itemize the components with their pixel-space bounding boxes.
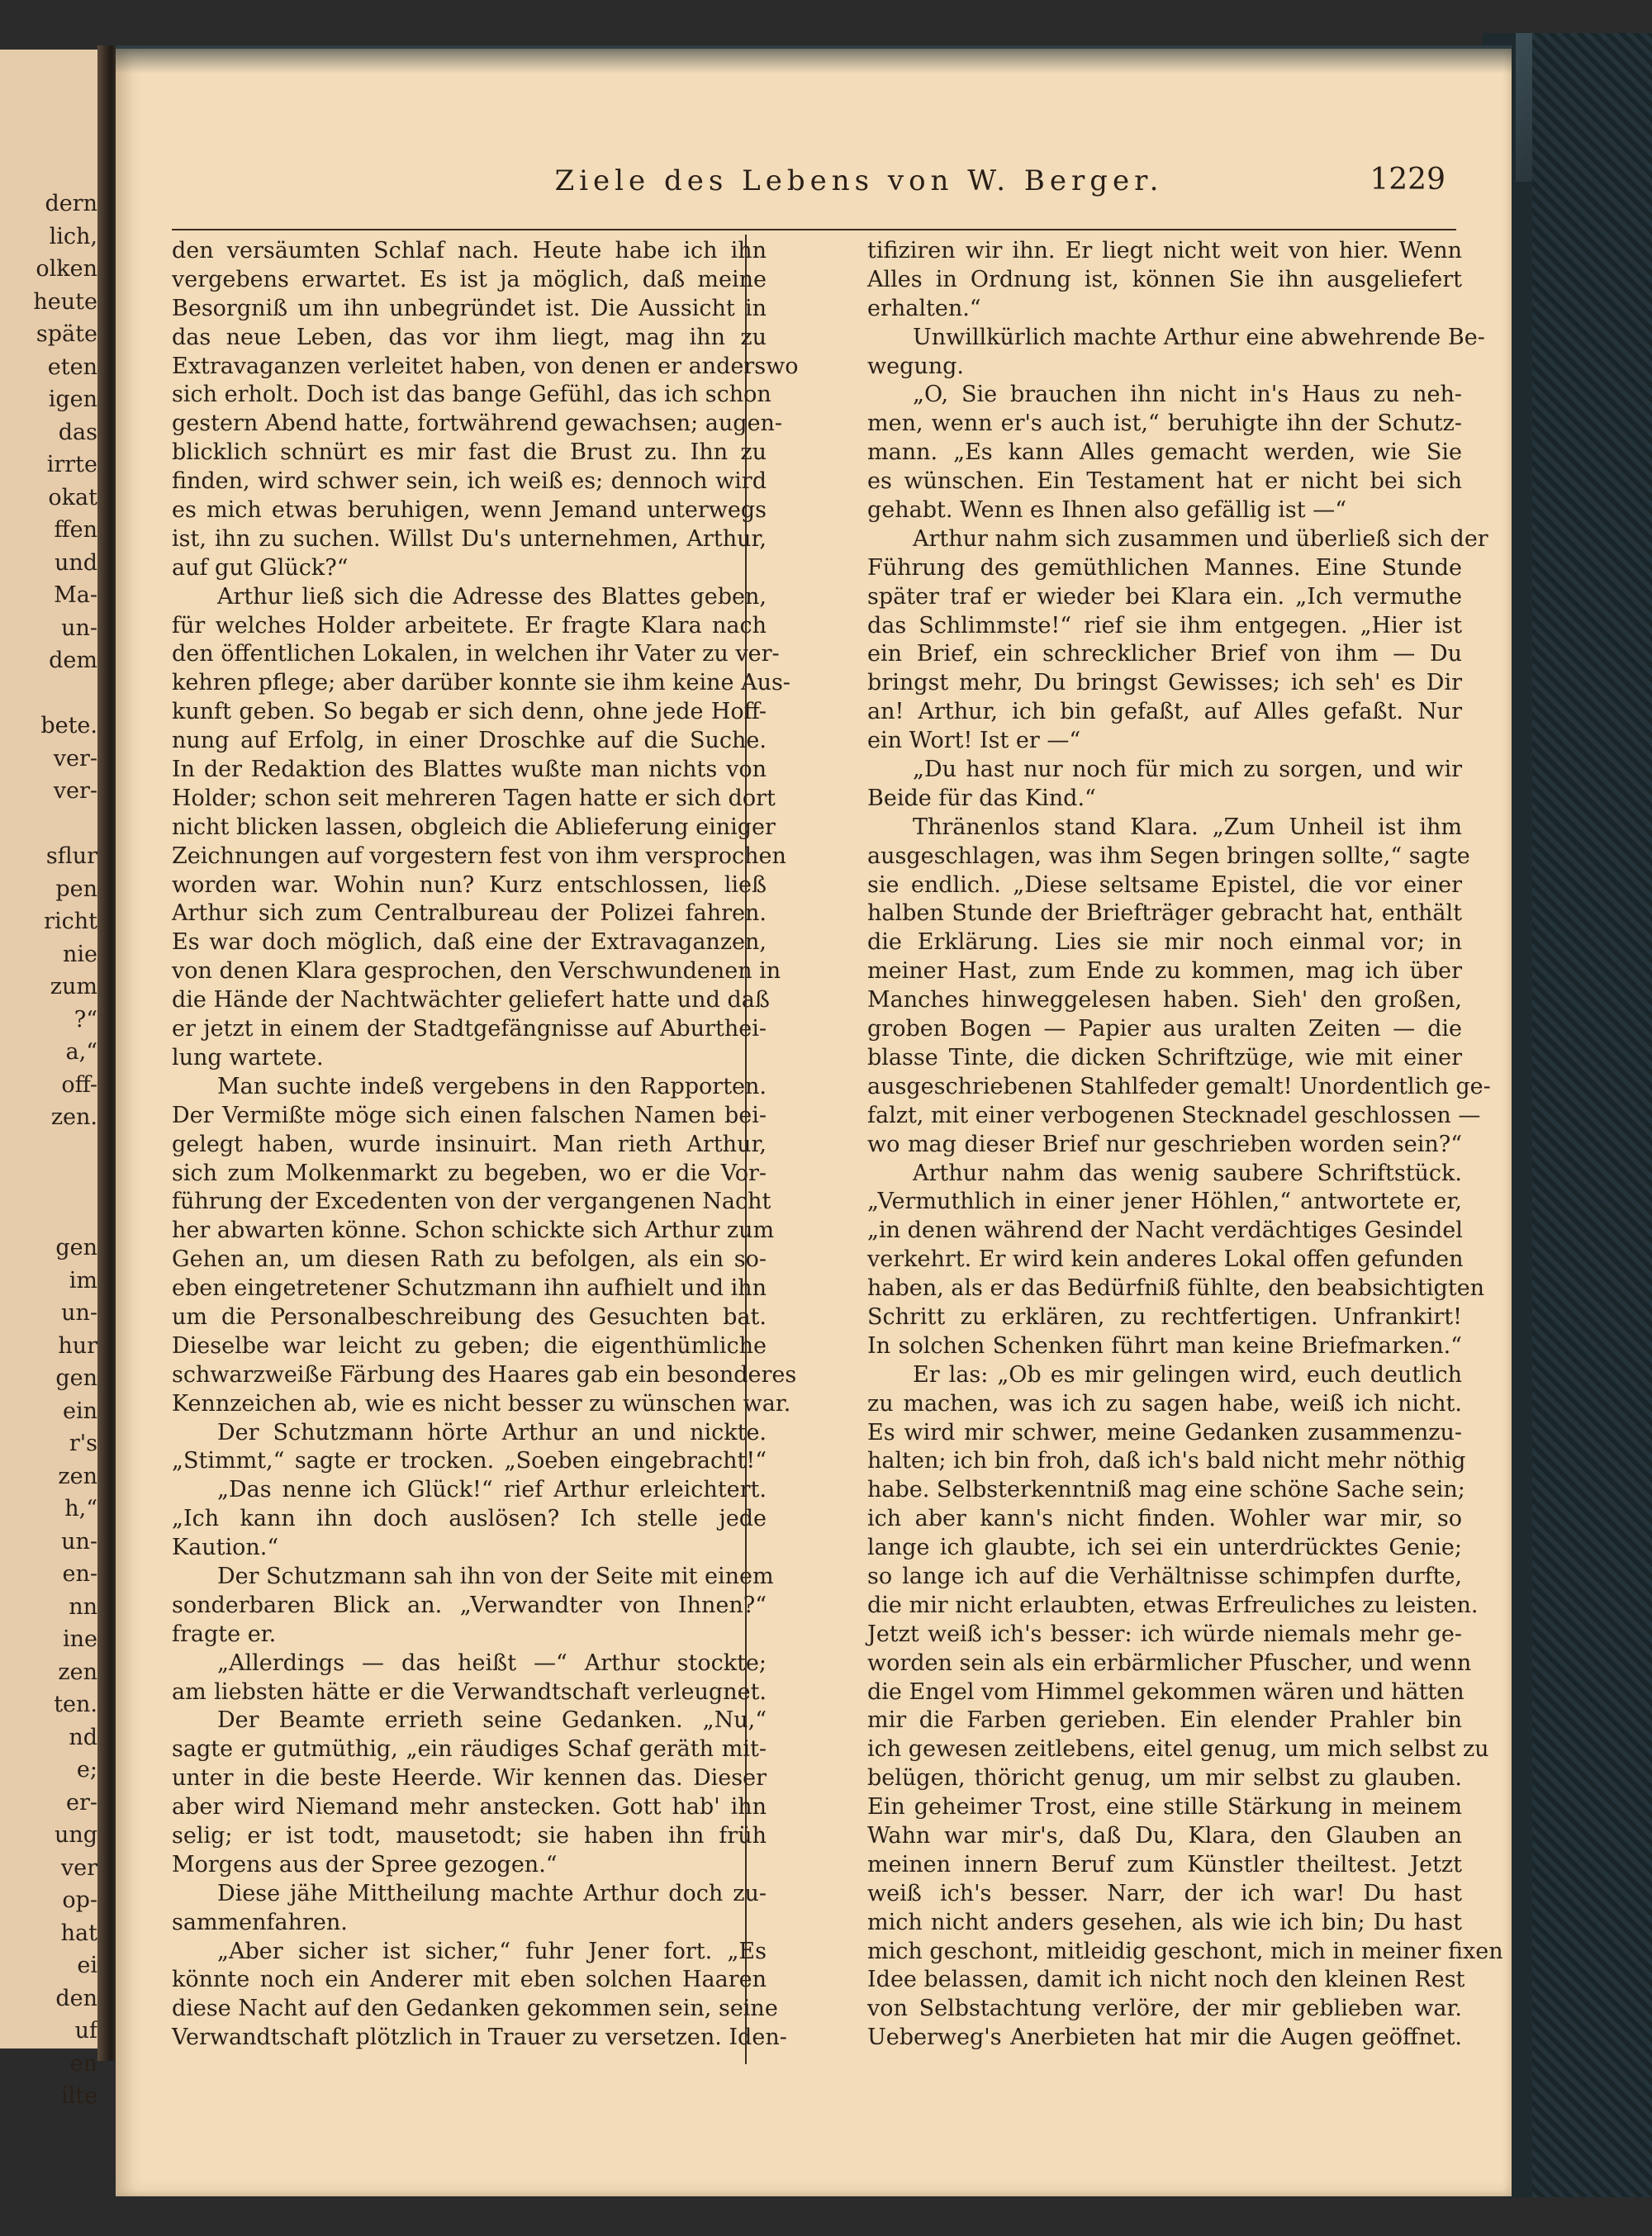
text-line: blicklich schnürt es mir fast die Brust zu. Ihn zu: [172, 439, 767, 466]
left-page-fragment: ung: [54, 1822, 97, 1848]
text-line: falzt, mit einer verbogenen Stecknadel geschlossen —: [867, 1102, 1481, 1128]
text-line: Zeichnungen auf vorgestern fest von ihm versprochen: [172, 843, 786, 869]
left-page-fragment: den: [55, 1985, 97, 2011]
text-line: aber wird Niemand mehr anstecken. Gott hab' ihn: [172, 1794, 767, 1821]
text-line: unter in die beste Heerde. Wir kennen das. Dieser: [172, 1765, 767, 1792]
text-line: Kaution.“: [172, 1535, 279, 1561]
text-line: gestern Abend hatte, fortwährend gewachsen; augen-: [172, 411, 783, 437]
text-line: von denen Klara gesprochen, den Verschwundenen in: [172, 958, 781, 985]
header-rule: [172, 229, 1456, 230]
left-page-fragment: das: [58, 419, 97, 445]
text-line: die Engel vom Himmel gekommen wären und hätten: [867, 1678, 1464, 1705]
left-page-fragment: un-: [61, 615, 97, 641]
text-line: sich erholt. Doch ist das bange Gefühl, das ich schon: [172, 382, 771, 408]
text-line: Verwandtschaft plötzlich in Trauer zu versetzen. Iden-: [172, 2025, 787, 2051]
text-line: den versäumten Schlaf nach. Heute habe ich ihn: [172, 238, 767, 263]
text-line: an! Arthur, ich bin gefaßt, auf Alles gefaßt. Nur: [867, 699, 1462, 725]
text-line: In der Redaktion des Blattes wußte man nichts von: [172, 757, 767, 783]
left-page-fragment: op-: [62, 1887, 97, 1913]
left-page-fragment: ei: [77, 1953, 97, 1978]
text-line: habe. Selbsterkenntniß mag eine schöne Sache sein;: [867, 1477, 1465, 1503]
text-line: kehren pflege; aber darüber konnte sie ihm keine Aus-: [172, 670, 790, 696]
text-line: Jetzt weiß ich's besser: ich würde niemals mehr ge-: [867, 1621, 1462, 1647]
text-line: Kennzeichen ab, wie es nicht besser zu wünschen war.: [172, 1390, 791, 1417]
left-page-fragment: bete.: [40, 713, 97, 738]
text-line: ausgeschriebenen Stahlfeder gemalt! Unordentlich ge-: [867, 1073, 1491, 1099]
text-line: führung der Excedenten von der vergangenen Nacht: [172, 1189, 771, 1215]
left-page-fragment: er-: [65, 1789, 97, 1816]
text-line: groben Bogen — Papier aus uralten Zeiten — die: [867, 1016, 1462, 1042]
text-line: Idee belassen, damit ich nicht noch den kleinen Rest: [867, 1967, 1465, 1993]
text-line: nicht blicken lassen, obgleich die Ablieferung einiger: [172, 814, 776, 840]
left-page-fragment: Ma-: [54, 582, 97, 608]
text-line: sie endlich. „Diese seltsame Epistel, die vor einer: [867, 871, 1462, 898]
text-line: bringst mehr, Du bringst Gewisses; ich seh' es Dir: [867, 670, 1462, 696]
text-line: „Ich kann ihn doch auslösen? Ich stelle jede: [172, 1506, 767, 1532]
left-page-fragment: dem: [49, 648, 97, 673]
text-line: könnte noch ein Anderer mit eben solchen Haaren: [172, 1967, 767, 1993]
text-line: meinen innern Beruf zum Künstler theiltest. Jetzt: [867, 1851, 1462, 1878]
left-page-fragment: olken: [36, 256, 97, 282]
text-line: Er las: „Ob es mir gelingen wird, euch deutlich: [913, 1361, 1462, 1388]
left-page-fragment: un-: [61, 1528, 97, 1555]
text-line: mir die Farben gerieben. Ein elender Prahler bin: [867, 1707, 1462, 1734]
text-line: Holder; schon seit mehreren Tagen hatte er sich dort: [172, 785, 776, 811]
text-line: das neue Leben, das vor ihm liegt, mag ihn zu: [172, 324, 767, 350]
left-page-fragment: igen: [48, 387, 97, 412]
text-line: Der Vermißte möge sich einen falschen Namen bei-: [172, 1102, 767, 1128]
text-line: schwarzweiße Färbung des Haares gab ein besonderes: [172, 1361, 797, 1388]
text-line: „Das nenne ich Glück!“ rief Arthur erleichtert.: [217, 1477, 767, 1503]
left-page-fragment: lich,: [49, 223, 97, 249]
text-line: Der Schutzmann sah ihn von der Seite mit einem: [217, 1563, 774, 1589]
text-line: er jetzt in einem der Stadtgefängnisse auf Aburthei-: [172, 1016, 767, 1042]
text-line: tifiziren wir ihn. Er liegt nicht weit von hier. Wenn: [867, 238, 1462, 263]
left-page-fragment: ver-: [53, 745, 97, 771]
text-line: Man suchte indeß vergebens in den Rapporten.: [217, 1073, 767, 1099]
text-line: fragte er.: [172, 1621, 277, 1647]
text-line: men, wenn er's auch ist,“ beruhigte ihn der Schutz-: [867, 411, 1462, 437]
left-page-fragment: ffen: [54, 517, 97, 543]
text-line: wo mag dieser Brief nur geschrieben worden sein?“: [867, 1131, 1462, 1157]
left-page-fragment: richt: [44, 909, 97, 934]
left-page-fragment: r's: [69, 1431, 97, 1456]
left-page-fragment: gen: [55, 1235, 97, 1260]
text-line: Führung des gemüthlichen Mannes. Eine Stunde: [867, 554, 1462, 581]
text-line: für welches Holder arbeitete. Er fragte Klara nach: [172, 612, 767, 639]
text-line: es mich etwas beruhigen, wenn Jemand unterwegs: [172, 497, 767, 524]
text-line: sammenfahren.: [172, 1909, 348, 1935]
text-line: Der Beamte errieth seine Gedanken. „Nu,“: [217, 1707, 767, 1734]
left-page-fragment: off-: [61, 1071, 97, 1098]
text-line: meiner Hast, zum Ende zu kommen, mag ich über: [867, 958, 1462, 985]
text-line: weiß ich's besser. Narr, der ich war! Du hast: [867, 1880, 1462, 1906]
text-line: später traf er wieder bei Klara ein. „Ich vermuthe: [867, 583, 1462, 610]
left-page-fragment: hat: [60, 1920, 97, 1946]
left-page-fragment: h,“: [64, 1496, 97, 1522]
left-page-fragment: okat: [48, 484, 97, 510]
text-line: finden, wird schwer sein, ich weiß es; dennoch wird: [172, 468, 767, 495]
text-line: Thränenlos stand Klara. „Zum Unheil ist ihm: [913, 814, 1462, 840]
text-line: das Schlimmste!“ rief sie ihm entgegen. „Hier ist: [867, 612, 1462, 639]
left-page-fragment: nn: [69, 1593, 97, 1620]
text-line: „Vermuthlich in einer jener Höhlen,“ antwortete er,: [867, 1189, 1462, 1215]
text-line: es wünschen. Ein Testament hat er nicht bei sich: [867, 468, 1462, 495]
text-line: Arthur nahm sich zusammen und überließ sich der: [913, 525, 1488, 552]
text-line: Wahn war mir's, daß Du, Klara, den Glauben an: [867, 1822, 1462, 1849]
text-line: belügen, thöricht genug, um mir selbst zu glauben.: [867, 1765, 1462, 1792]
text-line: „Stimmt,“ sagte er trocken. „Soeben eingebracht!“: [172, 1448, 767, 1474]
text-line: sonderbaren Blick an. „Verwandter von Ihnen?“: [172, 1592, 767, 1618]
right-column: [867, 237, 1503, 2053]
left-page-fragment: uf: [74, 2018, 97, 2044]
text-line: worden war. Wohin nun? Kurz entschlossen, ließ: [172, 871, 767, 898]
left-page-fragment: und: [54, 549, 97, 576]
text-line: Alles in Ordnung ist, können Sie ihn ausgeliefert: [867, 266, 1462, 292]
running-title: Ziele des Lebens von W. Berger.: [554, 164, 1164, 197]
running-head: [116, 164, 1512, 206]
book-page: [116, 45, 1512, 2196]
text-line: vergebens erwartet. Es ist ja möglich, daß meine: [172, 266, 767, 292]
text-line: ich gewesen zeitlebens, eitel genug, um mich selbst zu: [867, 1736, 1489, 1763]
text-line: um die Personalbeschreibung des Gesuchten bat.: [172, 1303, 767, 1330]
text-line: In solchen Schenken führt man keine Briefmarken.“: [867, 1332, 1462, 1359]
left-page-fragment: eten: [47, 354, 97, 380]
left-page-fragment: zen: [58, 1659, 97, 1685]
text-line: „Allerdings — das heißt —“ Arthur stockte;: [217, 1650, 767, 1676]
left-page-fragment: nie: [62, 941, 97, 967]
left-page-fragment: im: [69, 1267, 97, 1294]
text-line: Arthur sich zum Centralbureau der Polizei fahren.: [172, 900, 767, 927]
text-line: blasse Tinte, die dicken Schriftzüge, wie mit einer: [867, 1044, 1462, 1071]
text-line: verkehrt. Er wird kein anderes Lokal offen gefunden: [867, 1246, 1464, 1273]
cover-binding: [1532, 33, 1652, 2197]
left-page-fragment: ilte: [60, 2083, 97, 2109]
text-line: „O, Sie brauchen ihn nicht in's Haus zu neh-: [913, 382, 1462, 408]
text-line: die Erklärung. Lies sie mir noch einmal vor; in: [867, 929, 1462, 956]
text-line: mich geschont, mitleidig geschont, mich in meiner fixen: [867, 1938, 1503, 1964]
text-line: lung wartete.: [172, 1044, 324, 1071]
text-line: ein Brief, ein schrecklicher Brief von ihm — Du: [867, 641, 1462, 667]
text-line: Manches hinweggelesen haben. Sieh' den großen,: [867, 987, 1462, 1014]
text-line: so lange ich auf die Verhältnisse schimpfen durfte,: [867, 1563, 1462, 1589]
text-line: „in denen während der Nacht verdächtiges Gesindel: [867, 1218, 1463, 1244]
text-line: Beide für das Kind.“: [867, 785, 1096, 811]
text-line: lange ich glaubte, ich sei ein unterdrücktes Genie;: [867, 1535, 1462, 1561]
text-line: Ueberweg's Anerbieten hat mir die Augen geöffnet.: [867, 2025, 1462, 2051]
text-line: Extravaganzen verleitet haben, von denen er anderswo: [172, 353, 799, 379]
text-line: Ein geheimer Trost, eine stille Stärkung in meinem: [867, 1794, 1462, 1821]
left-page-fragment: ein: [62, 1398, 97, 1424]
text-line: worden sein als ein erbärmlicher Pfuscher, und wenn: [867, 1650, 1472, 1676]
text-line: Arthur ließ sich die Adresse des Blattes geben,: [217, 583, 767, 610]
left-page-edge: [0, 50, 110, 2109]
text-line: von Selbstachtung verlöre, der mir geblieben war.: [867, 1996, 1462, 2022]
left-page-fragment: a,“: [65, 1039, 97, 1065]
text-line: „Aber sicher ist sicher,“ fuhr Jener fort. „Es: [217, 1938, 767, 1964]
left-page-fragment: ?“: [74, 1006, 97, 1033]
text-line: sagte er gutmüthig, „ein räudiges Schaf geräth mit-: [172, 1736, 767, 1763]
left-page-fragment: zen.: [50, 1104, 97, 1130]
text-line: Schritt zu erklären, zu rechtfertigen. Unfrankirt!: [867, 1303, 1462, 1330]
left-page-fragment: un-: [61, 1300, 97, 1326]
text-line: erhalten.“: [867, 295, 981, 321]
text-line: Es wird mir schwer, meine Gedanken zusammenzu-: [867, 1419, 1462, 1446]
text-line: eben eingetretener Schutzmann ihn aufhielt und ihn: [172, 1275, 767, 1302]
left-page-fragment: pen: [55, 876, 97, 902]
left-page-fragment: ine: [62, 1626, 97, 1652]
text-line: Gehen an, um diesen Rath zu befolgen, als ein so-: [172, 1246, 767, 1273]
text-line: sich zum Molkenmarkt zu begeben, wo er die Vor-: [172, 1160, 767, 1186]
text-line: die Hände der Nachtwächter geliefert hatte und daß: [172, 987, 770, 1014]
left-page-fragment: heute: [33, 288, 97, 315]
text-line: Der Schutzmann hörte Arthur an und nickte.: [217, 1419, 767, 1446]
text-line: Diese jähe Mittheilung machte Arthur doch zu-: [217, 1880, 767, 1906]
text-line: diese Nacht auf den Gedanken gekommen sein, seine: [172, 1996, 778, 2022]
page-number: 1229: [1370, 163, 1446, 197]
text-line: wegung.: [867, 353, 965, 379]
text-line: die mir nicht erlaubten, etwas Erfreuliches zu leisten.: [867, 1592, 1479, 1618]
text-line: her abwarten könne. Schon schickte sich Arthur zum: [172, 1218, 775, 1244]
text-line: haben, als er das Bedürfniß fühlte, den beabsichtigten: [867, 1275, 1485, 1302]
left-page-fragment: zen: [58, 1463, 97, 1489]
left-page-fragment: irrte: [46, 452, 97, 477]
text-line: gehabt. Wenn es Ihnen also gefällig ist —“: [867, 497, 1347, 524]
text-line: Arthur nahm das wenig saubere Schriftstück.: [913, 1160, 1462, 1186]
left-column: [172, 237, 799, 2053]
text-line: den öffentlichen Lokalen, in welchen ihr Vater zu ver-: [172, 641, 780, 667]
text-line: mich nicht anders gesehen, als wie ich bin; Du hast: [867, 1909, 1462, 1935]
left-page-fragment: dern: [45, 191, 97, 216]
left-page-fragment: ver-: [53, 778, 97, 804]
text-line: selig; er ist todt, mausetodt; sie haben ihn früh: [172, 1822, 767, 1849]
left-page-fragment: ten.: [54, 1692, 97, 1717]
text-line: Besorgniß um ihn unbegründet ist. Die Aussicht in: [172, 295, 767, 321]
text-line: auf gut Glück?“: [172, 554, 349, 581]
text-line: Es war doch möglich, daß eine der Extravaganzen,: [172, 929, 767, 956]
left-page-fragment: en-: [62, 1561, 97, 1587]
left-page-fragment: nd: [69, 1724, 97, 1750]
left-page-fragment: zum: [50, 974, 97, 999]
text-line: „Du hast nur noch für mich zu sorgen, und wir: [913, 757, 1462, 783]
left-page-fragment: sflur: [45, 843, 97, 869]
text-line: nung auf Erfolg, in einer Droschke auf die Suche.: [172, 728, 767, 754]
text-line: ich aber kann's nicht finden. Wohler war mir, so: [867, 1506, 1462, 1532]
text-line: Dieselbe war leicht zu geben; die eigenthümliche: [172, 1332, 767, 1359]
text-line: am liebsten hätte er die Verwandtschaft verleugnet.: [172, 1678, 767, 1705]
left-page-fragment: en: [69, 2050, 97, 2077]
left-page-fragment: e;: [76, 1757, 97, 1783]
text-line: ausgeschlagen, was ihm Segen bringen sollte,“ sagte: [867, 843, 1470, 869]
left-page-fragment: gen: [55, 1365, 97, 1391]
text-line: ein Wort! Ist er —“: [867, 728, 1081, 754]
text-line: Unwillkürlich machte Arthur eine abwehrende Be-: [913, 324, 1485, 350]
text-line: kunft geben. So begab er sich denn, ohne jede Hoff-: [172, 699, 767, 725]
text-line: zu machen, was ich zu sagen habe, weiß ich nicht.: [867, 1390, 1462, 1417]
left-page-fragment: ver: [60, 1854, 97, 1881]
text-line: halben Stunde der Briefträger gebracht hat, enthält: [867, 900, 1462, 927]
text-line: mann. „Es kann Alles gemacht werden, wie Sie: [867, 439, 1462, 466]
left-page-fragment: hur: [58, 1332, 97, 1359]
text-line: Morgens aus der Spree gezogen.“: [172, 1851, 558, 1878]
text-line: ist, ihn zu suchen. Willst Du's unternehmen, Arthur,: [172, 525, 767, 552]
text-line: halten; ich bin froh, daß ich's bald nicht mehr nöthig: [867, 1448, 1466, 1474]
text-line: gelegt haben, wurde insinuirt. Man rieth Arthur,: [172, 1131, 767, 1157]
left-page-fragment: späte: [36, 321, 97, 347]
